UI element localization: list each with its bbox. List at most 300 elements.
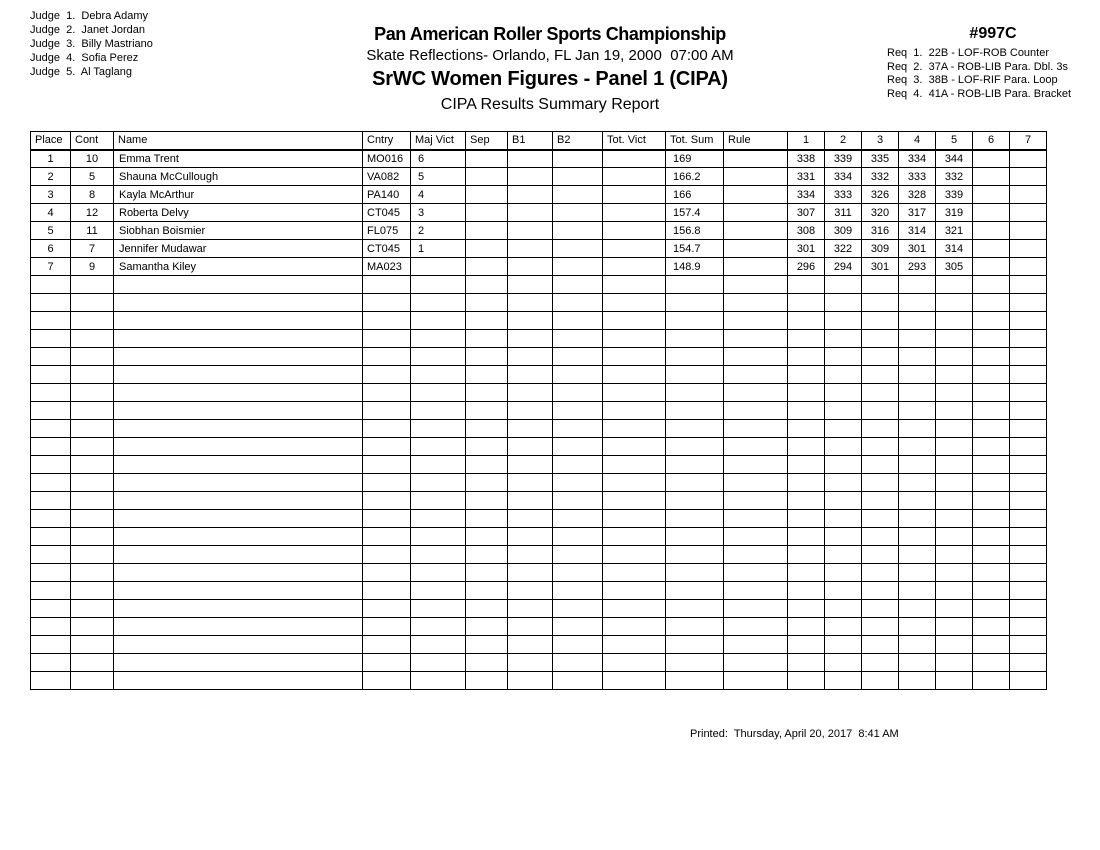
- empty-cell: [724, 366, 788, 384]
- empty-cell: [411, 330, 466, 348]
- empty-cell: [899, 654, 936, 672]
- empty-cell: [71, 402, 114, 420]
- empty-cell: [31, 492, 71, 510]
- result-cell: VA082: [363, 168, 411, 186]
- empty-cell: [666, 366, 724, 384]
- empty-cell: [553, 582, 603, 600]
- result-cell: MO016: [363, 150, 411, 168]
- empty-cell: [603, 438, 666, 456]
- empty-cell: [825, 528, 862, 546]
- empty-cell: [71, 330, 114, 348]
- empty-cell: [411, 456, 466, 474]
- empty-cell: [508, 294, 553, 312]
- empty-cell: [411, 348, 466, 366]
- empty-cell: [788, 492, 825, 510]
- empty-cell: [973, 618, 1010, 636]
- result-cell: [973, 150, 1010, 168]
- result-cell: 322: [825, 240, 862, 258]
- empty-cell: [1010, 330, 1047, 348]
- result-cell: 5: [411, 168, 466, 186]
- empty-cell: [936, 276, 973, 294]
- empty-cell: [825, 636, 862, 654]
- result-cell: [553, 240, 603, 258]
- empty-cell: [862, 618, 899, 636]
- empty-cell: [973, 384, 1010, 402]
- empty-cell: [553, 510, 603, 528]
- empty-cell: [466, 654, 508, 672]
- empty-cell: [363, 510, 411, 528]
- empty-cell: [603, 420, 666, 438]
- result-cell: [724, 150, 788, 168]
- empty-cell: [666, 402, 724, 420]
- empty-cell: [1010, 510, 1047, 528]
- empty-cell: [508, 456, 553, 474]
- column-header: Cont: [71, 132, 114, 150]
- empty-cell: [71, 348, 114, 366]
- empty-cell: [71, 474, 114, 492]
- empty-cell: [1010, 492, 1047, 510]
- empty-cell: [825, 582, 862, 600]
- empty-cell: [825, 492, 862, 510]
- column-header: Cntry: [363, 132, 411, 150]
- column-header: 1: [788, 132, 825, 150]
- empty-cell: [936, 546, 973, 564]
- result-cell: 317: [899, 204, 936, 222]
- judge-line: Judge 5. Al Taglang: [30, 66, 132, 78]
- result-cell: 314: [899, 222, 936, 240]
- empty-cell: [411, 618, 466, 636]
- empty-cell: [363, 618, 411, 636]
- empty-cell: [508, 402, 553, 420]
- empty-cell: [466, 420, 508, 438]
- result-cell: 169: [666, 150, 724, 168]
- empty-cell: [724, 564, 788, 582]
- empty-cell: [71, 618, 114, 636]
- result-cell: [508, 240, 553, 258]
- empty-cell: [508, 330, 553, 348]
- empty-cell: [862, 564, 899, 582]
- empty-cell: [936, 294, 973, 312]
- empty-cell: [71, 600, 114, 618]
- empty-cell: [666, 492, 724, 510]
- empty-cell: [114, 528, 363, 546]
- empty-cell: [825, 312, 862, 330]
- empty-cell: [411, 636, 466, 654]
- result-cell: [553, 150, 603, 168]
- empty-cell: [899, 672, 936, 690]
- empty-cell: [603, 582, 666, 600]
- empty-cell: [936, 366, 973, 384]
- empty-cell: [1010, 420, 1047, 438]
- result-cell: [1010, 204, 1047, 222]
- result-cell: PA140: [363, 186, 411, 204]
- empty-cell: [71, 510, 114, 528]
- venue-date-line: Skate Reflections- Orlando, FL Jan 19, 2000 07:00 AM: [366, 47, 734, 64]
- empty-cell: [666, 672, 724, 690]
- empty-cell: [724, 402, 788, 420]
- empty-cell: [899, 456, 936, 474]
- empty-cell: [71, 492, 114, 510]
- empty-cell: [973, 564, 1010, 582]
- empty-cell: [899, 474, 936, 492]
- empty-cell: [466, 618, 508, 636]
- empty-cell: [825, 564, 862, 582]
- empty-cell: [936, 474, 973, 492]
- empty-cell: [973, 546, 1010, 564]
- empty-cell: [466, 474, 508, 492]
- empty-cell: [466, 366, 508, 384]
- empty-cell: [71, 276, 114, 294]
- empty-cell: [114, 600, 363, 618]
- empty-cell: [411, 402, 466, 420]
- empty-cell: [71, 654, 114, 672]
- empty-cell: [862, 438, 899, 456]
- result-cell: [973, 222, 1010, 240]
- empty-cell: [973, 474, 1010, 492]
- empty-cell: [788, 294, 825, 312]
- empty-cell: [1010, 294, 1047, 312]
- empty-cell: [553, 654, 603, 672]
- column-header: 2: [825, 132, 862, 150]
- empty-cell: [71, 420, 114, 438]
- empty-cell: [825, 438, 862, 456]
- empty-cell: [71, 294, 114, 312]
- result-cell: [973, 204, 1010, 222]
- empty-cell: [936, 654, 973, 672]
- result-cell: 331: [788, 168, 825, 186]
- empty-cell: [936, 456, 973, 474]
- result-cell: 11: [71, 222, 114, 240]
- empty-cell: [973, 402, 1010, 420]
- empty-cell: [973, 420, 1010, 438]
- empty-cell: [31, 510, 71, 528]
- empty-cell: [788, 582, 825, 600]
- result-cell: 328: [899, 186, 936, 204]
- result-cell: 319: [936, 204, 973, 222]
- empty-cell: [31, 402, 71, 420]
- result-cell: 308: [788, 222, 825, 240]
- empty-cell: [899, 582, 936, 600]
- result-row: [31, 240, 1047, 258]
- empty-cell: [411, 294, 466, 312]
- result-cell: 6: [411, 150, 466, 168]
- empty-cell: [825, 276, 862, 294]
- requirements-list: [887, 47, 1099, 101]
- result-cell: 148.9: [666, 258, 724, 276]
- empty-cell: [363, 312, 411, 330]
- empty-cell: [466, 294, 508, 312]
- empty-cell: [31, 654, 71, 672]
- empty-cell: [114, 654, 363, 672]
- result-cell: 309: [825, 222, 862, 240]
- empty-cell: [666, 510, 724, 528]
- empty-cell: [603, 564, 666, 582]
- empty-cell: [466, 456, 508, 474]
- empty-cell: [973, 492, 1010, 510]
- empty-cell: [31, 618, 71, 636]
- empty-cell: [899, 618, 936, 636]
- empty-cell: [788, 276, 825, 294]
- empty-cell: [603, 276, 666, 294]
- empty-cell: [31, 438, 71, 456]
- empty-cell: [114, 294, 363, 312]
- empty-cell: [788, 438, 825, 456]
- result-cell: 305: [936, 258, 973, 276]
- column-header: 6: [973, 132, 1010, 150]
- empty-cell: [973, 510, 1010, 528]
- empty-cell: [466, 438, 508, 456]
- empty-cell: [666, 618, 724, 636]
- empty-cell: [862, 330, 899, 348]
- empty-row: [31, 672, 1047, 690]
- result-row: [31, 204, 1047, 222]
- empty-cell: [508, 528, 553, 546]
- empty-cell: [71, 546, 114, 564]
- empty-cell: [466, 330, 508, 348]
- empty-cell: [936, 312, 973, 330]
- empty-cell: [31, 546, 71, 564]
- empty-cell: [31, 474, 71, 492]
- result-cell: Roberta Delvy: [114, 204, 363, 222]
- empty-cell: [553, 366, 603, 384]
- empty-cell: [862, 510, 899, 528]
- empty-cell: [788, 564, 825, 582]
- results-table: [30, 131, 1047, 690]
- empty-cell: [1010, 384, 1047, 402]
- empty-cell: [466, 384, 508, 402]
- empty-cell: [363, 600, 411, 618]
- empty-cell: [936, 510, 973, 528]
- result-cell: FL075: [363, 222, 411, 240]
- empty-cell: [1010, 366, 1047, 384]
- column-header: Place: [31, 132, 71, 150]
- empty-cell: [508, 582, 553, 600]
- empty-cell: [31, 276, 71, 294]
- requirement-line: Req 4. 41A - ROB-LIB Para. Bracket: [887, 87, 1072, 100]
- empty-cell: [973, 582, 1010, 600]
- empty-row: [31, 420, 1047, 438]
- empty-cell: [936, 672, 973, 690]
- empty-cell: [973, 528, 1010, 546]
- empty-cell: [666, 600, 724, 618]
- empty-cell: [553, 546, 603, 564]
- empty-row: [31, 492, 1047, 510]
- empty-cell: [553, 312, 603, 330]
- empty-cell: [114, 366, 363, 384]
- result-cell: 309: [862, 240, 899, 258]
- empty-cell: [363, 402, 411, 420]
- empty-cell: [862, 528, 899, 546]
- empty-cell: [724, 330, 788, 348]
- result-cell: [603, 258, 666, 276]
- result-cell: [724, 168, 788, 186]
- result-cell: [508, 150, 553, 168]
- empty-cell: [363, 276, 411, 294]
- empty-cell: [788, 474, 825, 492]
- event-title: SrWC Women Figures - Panel 1 (CIPA): [372, 68, 728, 90]
- empty-cell: [862, 384, 899, 402]
- result-cell: 321: [936, 222, 973, 240]
- empty-cell: [466, 276, 508, 294]
- column-header: B2: [553, 132, 603, 150]
- empty-cell: [936, 438, 973, 456]
- empty-cell: [31, 366, 71, 384]
- empty-cell: [553, 348, 603, 366]
- empty-cell: [724, 420, 788, 438]
- empty-cell: [936, 564, 973, 582]
- result-cell: 2: [411, 222, 466, 240]
- empty-cell: [603, 636, 666, 654]
- empty-cell: [1010, 312, 1047, 330]
- judge-line: Judge 1. Debra Adamy: [30, 10, 149, 22]
- empty-cell: [31, 294, 71, 312]
- empty-cell: [825, 654, 862, 672]
- result-cell: [466, 258, 508, 276]
- result-row: [31, 150, 1047, 168]
- empty-cell: [508, 276, 553, 294]
- empty-cell: [825, 456, 862, 474]
- empty-cell: [666, 348, 724, 366]
- empty-cell: [899, 330, 936, 348]
- empty-cell: [666, 456, 724, 474]
- empty-cell: [114, 546, 363, 564]
- empty-cell: [724, 456, 788, 474]
- result-cell: 166: [666, 186, 724, 204]
- empty-cell: [411, 366, 466, 384]
- empty-cell: [411, 474, 466, 492]
- empty-cell: [411, 312, 466, 330]
- empty-cell: [825, 474, 862, 492]
- empty-cell: [899, 294, 936, 312]
- empty-cell: [603, 330, 666, 348]
- empty-cell: [114, 276, 363, 294]
- empty-cell: [114, 672, 363, 690]
- empty-cell: [862, 672, 899, 690]
- result-cell: Emma Trent: [114, 150, 363, 168]
- empty-cell: [973, 672, 1010, 690]
- empty-cell: [363, 330, 411, 348]
- empty-cell: [363, 456, 411, 474]
- result-cell: 316: [862, 222, 899, 240]
- empty-cell: [71, 636, 114, 654]
- empty-cell: [862, 366, 899, 384]
- empty-cell: [973, 276, 1010, 294]
- empty-row: [31, 528, 1047, 546]
- empty-cell: [411, 438, 466, 456]
- empty-cell: [1010, 582, 1047, 600]
- empty-cell: [553, 276, 603, 294]
- empty-cell: [899, 600, 936, 618]
- column-header: 5: [936, 132, 973, 150]
- empty-cell: [553, 438, 603, 456]
- empty-cell: [508, 348, 553, 366]
- result-cell: 1: [31, 150, 71, 168]
- result-cell: [553, 204, 603, 222]
- result-cell: [973, 240, 1010, 258]
- empty-cell: [363, 654, 411, 672]
- result-cell: 4: [31, 204, 71, 222]
- column-header: 3: [862, 132, 899, 150]
- result-cell: 5: [71, 168, 114, 186]
- empty-cell: [825, 294, 862, 312]
- empty-cell: [788, 600, 825, 618]
- empty-cell: [862, 474, 899, 492]
- empty-cell: [1010, 618, 1047, 636]
- result-cell: 301: [862, 258, 899, 276]
- empty-cell: [553, 672, 603, 690]
- empty-cell: [825, 348, 862, 366]
- requirements-block: [887, 25, 1099, 101]
- empty-cell: [466, 510, 508, 528]
- empty-cell: [71, 528, 114, 546]
- empty-cell: [666, 384, 724, 402]
- column-header: Rule: [724, 132, 788, 150]
- result-row: [31, 222, 1047, 240]
- empty-cell: [724, 546, 788, 564]
- requirement-line: Req 3. 38B - LOF-RIF Para. Loop: [887, 74, 1058, 86]
- empty-row: [31, 636, 1047, 654]
- empty-row: [31, 564, 1047, 582]
- empty-cell: [553, 420, 603, 438]
- empty-row: [31, 330, 1047, 348]
- empty-cell: [1010, 528, 1047, 546]
- empty-cell: [31, 672, 71, 690]
- empty-cell: [466, 348, 508, 366]
- result-cell: 335: [862, 150, 899, 168]
- empty-cell: [899, 312, 936, 330]
- empty-cell: [508, 474, 553, 492]
- result-cell: [553, 168, 603, 186]
- empty-cell: [508, 384, 553, 402]
- empty-cell: [724, 528, 788, 546]
- column-header: 4: [899, 132, 936, 150]
- empty-cell: [411, 672, 466, 690]
- empty-cell: [603, 312, 666, 330]
- empty-cell: [788, 366, 825, 384]
- empty-cell: [363, 546, 411, 564]
- header-row: [31, 132, 1047, 150]
- empty-cell: [899, 564, 936, 582]
- result-cell: 154.7: [666, 240, 724, 258]
- result-cell: 157.4: [666, 204, 724, 222]
- empty-cell: [899, 348, 936, 366]
- empty-cell: [508, 438, 553, 456]
- result-cell: [1010, 186, 1047, 204]
- empty-cell: [553, 402, 603, 420]
- empty-cell: [411, 654, 466, 672]
- empty-cell: [411, 528, 466, 546]
- empty-row: [31, 618, 1047, 636]
- empty-cell: [114, 456, 363, 474]
- empty-cell: [114, 330, 363, 348]
- empty-cell: [788, 348, 825, 366]
- result-cell: [973, 186, 1010, 204]
- empty-cell: [899, 384, 936, 402]
- empty-cell: [71, 564, 114, 582]
- result-cell: 339: [936, 186, 973, 204]
- empty-cell: [71, 312, 114, 330]
- empty-cell: [825, 402, 862, 420]
- empty-cell: [973, 312, 1010, 330]
- empty-cell: [899, 438, 936, 456]
- empty-cell: [603, 474, 666, 492]
- result-cell: [553, 186, 603, 204]
- empty-cell: [508, 618, 553, 636]
- result-cell: 6: [31, 240, 71, 258]
- empty-cell: [553, 456, 603, 474]
- result-cell: 296: [788, 258, 825, 276]
- empty-cell: [1010, 654, 1047, 672]
